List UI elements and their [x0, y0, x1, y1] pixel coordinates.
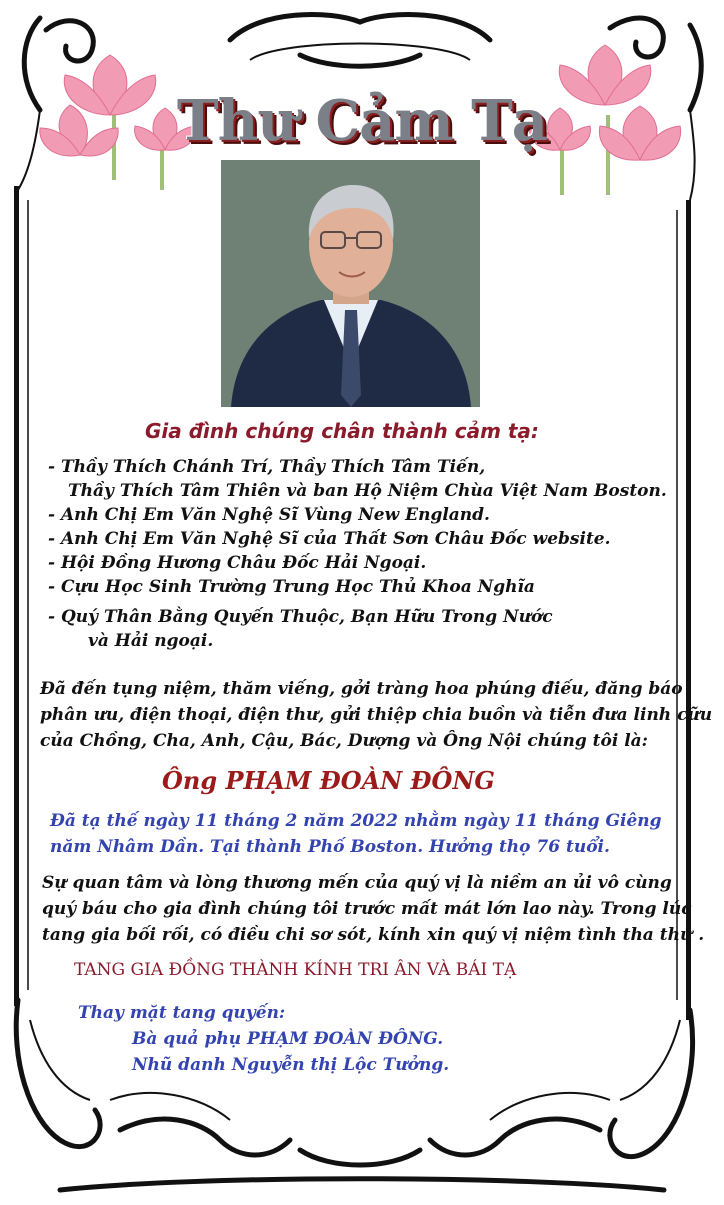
left-border [14, 186, 19, 1006]
care-line: quý báu cho gia đình chúng tôi trước mất mát lớn lao này. Trong lúc [42, 899, 692, 919]
list-item: - Cựu Học Sinh Trường Trung Học Thủ Khoa Nghĩa [48, 577, 535, 597]
intro-paragraph [40, 676, 712, 754]
care-line: Sự quan tâm và lòng thương mến của quý vị là niềm an ủi vô cùng [42, 873, 672, 893]
intro-line: phân ưu, điện thoại, điện thư, gửi thiệp chia buồn và tiễn đưa linh cữu [40, 705, 713, 725]
care-line: tang gia bối rối, có điều chi sơ sót, kính xin quý vị niệm tình tha thứ . [42, 925, 705, 945]
gratitude-line: TANG GIA ĐỒNG THÀNH KÍNH TRI ÂN VÀ BÁI TẠ [74, 960, 517, 980]
death-line: năm Nhâm Dần. Tại thành Phố Boston. Hưởng thọ 76 tuổi. [50, 837, 610, 857]
deceased-name: Ông PHẠM ĐOÀN ĐÔNG [162, 766, 495, 795]
intro-line: Đã đến tụng niệm, thăm viếng, gởi tràng hoa phúng điếu, đăng báo [40, 679, 683, 699]
list-item: - Hội Đồng Hương Châu Đốc Hải Ngoại. [48, 553, 427, 573]
list-item: và Hải ngoại. [88, 631, 214, 651]
signer-maiden-name: Nhũ danh Nguyễn thị Lộc Tưởng. [132, 1055, 450, 1075]
intro-line: của Chồng, Cha, Anh, Cậu, Bác, Dượng và Ông Nội chúng tôi là: [40, 731, 648, 751]
list-item: - Thầy Thích Chánh Trí, Thầy Thích Tâm Tiến, [48, 457, 486, 477]
signers-label: Thay mặt tang quyến: [78, 1003, 286, 1023]
signers-block [78, 1000, 449, 1078]
death-notice [50, 808, 662, 860]
list-item: Thầy Thích Tâm Thiên và ban Hộ Niệm Chùa Việt Nam Boston. [68, 481, 667, 501]
care-note [42, 870, 704, 948]
page-title: Thư Cảm Tạ [176, 88, 548, 154]
signer-name: Bà quả phụ PHẠM ĐOÀN ĐÔNG. [132, 1029, 444, 1049]
death-line: Đã tạ thế ngày 11 tháng 2 năm 2022 nhằm ngày 11 tháng Giêng [50, 811, 662, 831]
list-item: - Quý Thân Bằng Quyến Thuộc, Bạn Hữu Trong Nước [48, 607, 553, 627]
thanks-list [48, 455, 667, 653]
list-item: - Anh Chị Em Văn Nghệ Sĩ của Thất Sơn Châu Đốc website. [48, 529, 611, 549]
thanks-heading: Gia đình chúng chân thành cảm tạ: [145, 419, 539, 443]
portrait-photo [221, 160, 480, 407]
list-item: - Anh Chị Em Văn Nghệ Sĩ Vùng New England. [48, 505, 490, 525]
